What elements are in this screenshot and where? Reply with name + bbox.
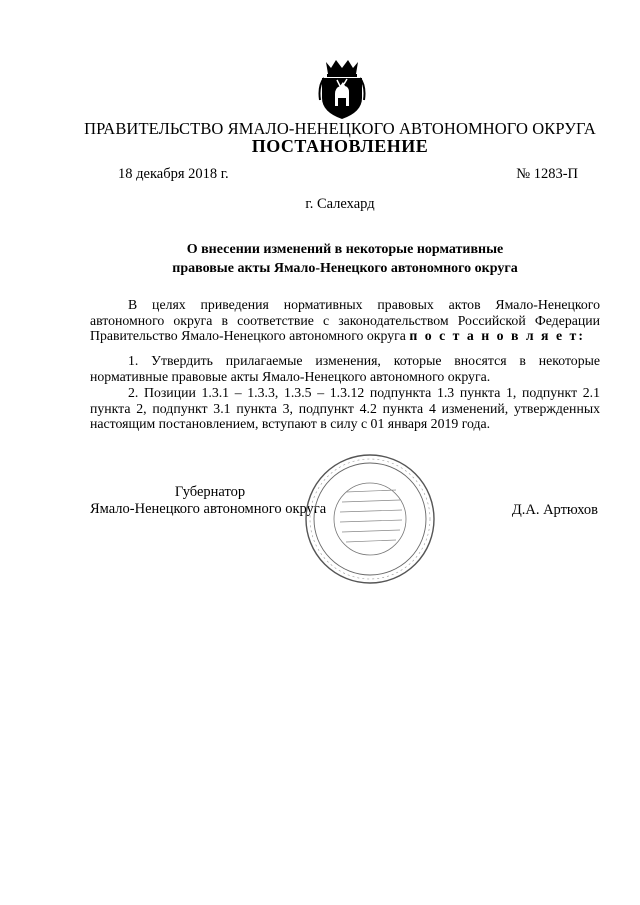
subject-line-1: О внесении изменений в некоторые нормативные: [186, 242, 504, 257]
preamble-text: В целях приведения нормативных правовых актов Ямало-Ненецкого автономного округа в соответствие с законодательством Российской Федерации Правительство Ямало-Ненецкого автономного округа: [90, 297, 600, 343]
document-type-title: ПОСТАНОВЛЕНИЕ: [251, 136, 429, 156]
document-date: 18 декабря 2018 г.: [118, 166, 229, 182]
coat-of-arms-emblem: [318, 56, 366, 122]
resolves-word: п о с т а н о в л я е т:: [409, 328, 585, 343]
preamble-paragraph: [90, 297, 600, 344]
item-2-paragraph: 2. Позиции 1.3.1 – 1.3.3, 1.3.5 – 1.3.12 подпункта 1.3 пункта 1, подпункт 2.1 пункта 2, подпункт 3.1 пункта 3, подпункт 4.2 пункта 4 изменений, утвержденных настоящим постановлением, вступают в силу с 01 января 2019 года.: [90, 385, 600, 431]
official-seal-stamp: [302, 450, 438, 588]
document-city: г. Салехард: [305, 196, 375, 212]
signatory-title: [90, 484, 330, 518]
government-title: ПРАВИТЕЛЬСТВО ЯМАЛО-НЕНЕЦКОГО АВТОНОМНОГО ОКРУГА: [84, 119, 596, 138]
subject-line-2: правовые акты Ямало-Ненецкого автономного округа: [172, 261, 518, 276]
document-number: № 1283-П: [516, 166, 578, 182]
document-subject: [0, 240, 640, 278]
signatory-title-line-2: Ямало-Ненецкого автономного округа: [90, 501, 327, 517]
signatory-name: Д.А. Артюхов: [511, 502, 598, 518]
signatory-title-line-1: Губернатор: [174, 484, 246, 500]
item-1-paragraph: 1. Утвердить прилагаемые изменения, которые вносятся в некоторые нормативные правовые акты Ямало-Ненецкого автономного округа.: [90, 353, 600, 384]
